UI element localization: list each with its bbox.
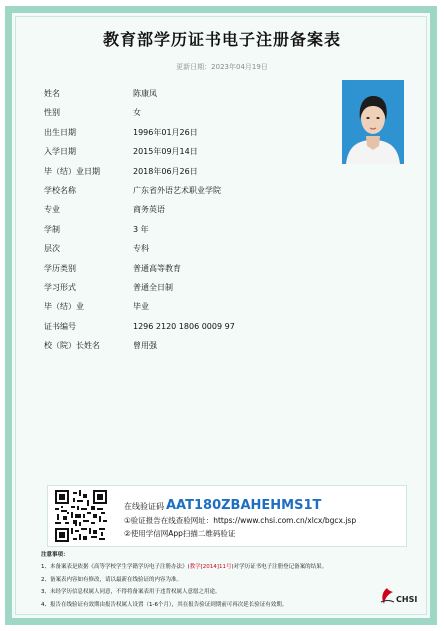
field-value: 2018年06月26日 xyxy=(133,166,198,176)
field-label: 学制 xyxy=(44,224,60,234)
field-label: 出生日期 xyxy=(44,127,76,137)
note-link[interactable]: 教学[2014]11号 xyxy=(189,564,232,570)
field-label: 学习形式 xyxy=(44,283,76,292)
field-value: 1996年01月26日 xyxy=(133,127,198,137)
chsi-logo-icon xyxy=(378,586,396,606)
field-value: 2015年09月14日 xyxy=(133,147,198,157)
field-label: 校（院）长姓名 xyxy=(44,341,100,351)
row-school xyxy=(41,181,341,200)
field-label: 层次 xyxy=(44,244,60,254)
field-label: 毕（结）业 xyxy=(44,302,84,312)
verification-code-line xyxy=(124,498,321,513)
field-value: 普通全日制 xyxy=(133,283,173,292)
field-value: 商务英语 xyxy=(133,205,165,215)
field-value: 1296 2120 1806 0009 97 xyxy=(133,321,235,331)
update-date: 更新日期：2023年04月19日 xyxy=(176,63,268,71)
note-item xyxy=(41,561,371,574)
field-label: 性别 xyxy=(44,108,60,118)
field-label: 毕（结）业日期 xyxy=(44,166,100,176)
field-value: 陈康凤 xyxy=(133,89,157,98)
row-certificate-number xyxy=(41,317,341,336)
row-study-mode xyxy=(41,278,341,297)
row-duration xyxy=(41,220,341,239)
field-label: 入学日期 xyxy=(44,147,76,157)
note-item xyxy=(41,599,371,612)
row-graduation-date xyxy=(41,162,341,181)
note-text: 2、备案表内容如有修改，请以最新在线验证的内容为准。 xyxy=(41,576,183,583)
row-graduation-status xyxy=(41,297,341,316)
field-label: 证书编号 xyxy=(44,321,76,331)
field-value: 女 xyxy=(133,108,141,118)
field-label: 姓名 xyxy=(44,89,60,98)
row-degree-type xyxy=(41,259,341,278)
row-major xyxy=(41,200,341,219)
note-text: 4、报告在线验证有效期由报告权属人设置（1-6个月），其在报告验证到期前可再次延长验证有效期。 xyxy=(41,601,288,608)
field-label: 学历类别 xyxy=(44,263,76,273)
row-gender xyxy=(41,103,341,122)
chsi-logo xyxy=(378,586,418,608)
verification-panel xyxy=(47,485,407,547)
note-text: )对学历证书电子注册登记备案的结果。 xyxy=(231,564,328,570)
field-value: 专科 xyxy=(133,244,149,254)
field-label: 专业 xyxy=(44,205,60,215)
notes-section xyxy=(41,550,371,611)
verification-code-label: 在线验证码 xyxy=(124,502,164,511)
field-value: 3 年 xyxy=(133,224,149,234)
row-enroll-date xyxy=(41,142,341,161)
field-label: 学校名称 xyxy=(44,186,76,195)
row-president-name xyxy=(41,336,341,355)
row-name xyxy=(41,84,341,103)
verification-code: AAT180ZBAHEHMS1T xyxy=(166,498,322,513)
note-text: 1、本备案表是依据《高等学校学生学籍学历电子注册办法》( xyxy=(41,564,190,570)
verification-app-line: ②使用学信网App扫描二维码验证 xyxy=(124,529,236,538)
field-value: 普通高等教育 xyxy=(133,263,181,273)
notes-heading: 注意事项： xyxy=(41,552,69,558)
note-text: 3、未经学历信息权属人同意，不得将备案表用于违背权属人意愿之用途。 xyxy=(41,589,221,595)
verification-url-line: ①验证报告在线查验网址：https://www.chsi.com.cn/xlcx/bgcx.jsp xyxy=(124,516,357,525)
chsi-logo-text: CHSI xyxy=(396,595,418,604)
note-item xyxy=(41,574,371,587)
field-value: 毕业 xyxy=(133,302,149,312)
note-item xyxy=(41,586,371,599)
page-title: 教育部学历证书电子注册备案表 xyxy=(102,30,341,49)
row-level xyxy=(41,239,341,258)
qr-code-icon[interactable] xyxy=(55,490,107,542)
field-value: 曾用强 xyxy=(133,341,157,351)
student-photo xyxy=(342,80,404,164)
row-birth-date xyxy=(41,123,341,142)
field-value: 广东省外语艺术职业学院 xyxy=(133,186,221,195)
